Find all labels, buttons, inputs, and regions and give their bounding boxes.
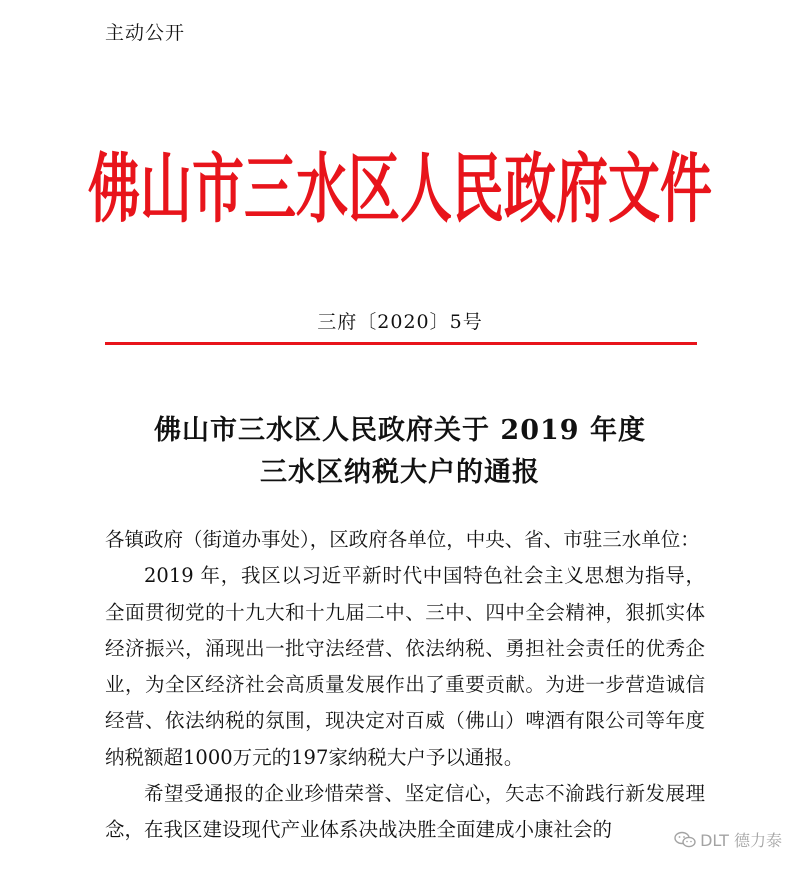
watermark-text: DLT 德力泰 — [700, 831, 782, 850]
watermark — [674, 828, 782, 851]
body-paragraph-2: 希望受通报的企业珍惜荣誉、坚定信心，矢志不渝践行新发展理念，在我区建设现代产业体系决战决胜全面建成小康社会的 — [105, 782, 705, 842]
document-body — [105, 522, 705, 849]
red-divider-line — [105, 342, 697, 345]
title-line-1: 佛山市三水区人民政府关于 2019 年度 — [154, 415, 646, 446]
title-line-2: 三水区纳税大户的通报 — [260, 457, 540, 488]
body-paragraph-1: 2019 年，我区以习近平新时代中国特色社会主义思想为指导，全面贯彻党的十九大和十九届二中、三中、四中全会精神，狠抓实体经济振兴，涌现出一批守法经营、依法纳税、勇担社会责任的优秀企业，为全区经济社会高质量发展作出了重要贡献。为进一步营造诚信经营、依法纳税的氛围，现决定对百威（佛山）啤酒有限公司等年度纳税额超1000万元的197家纳税大户予以通报。 — [105, 564, 705, 769]
document-masthead: 佛山市三水区人民政府文件 — [87, 146, 712, 234]
document-title — [0, 410, 800, 494]
document-number: 三府〔2020〕5号 — [317, 311, 483, 333]
wechat-icon — [674, 831, 696, 849]
disclosure-label: 主动公开 — [105, 22, 186, 44]
salutation: 各镇政府（街道办事处），区政府各单位，中央、省、市驻三水单位： — [105, 528, 700, 551]
